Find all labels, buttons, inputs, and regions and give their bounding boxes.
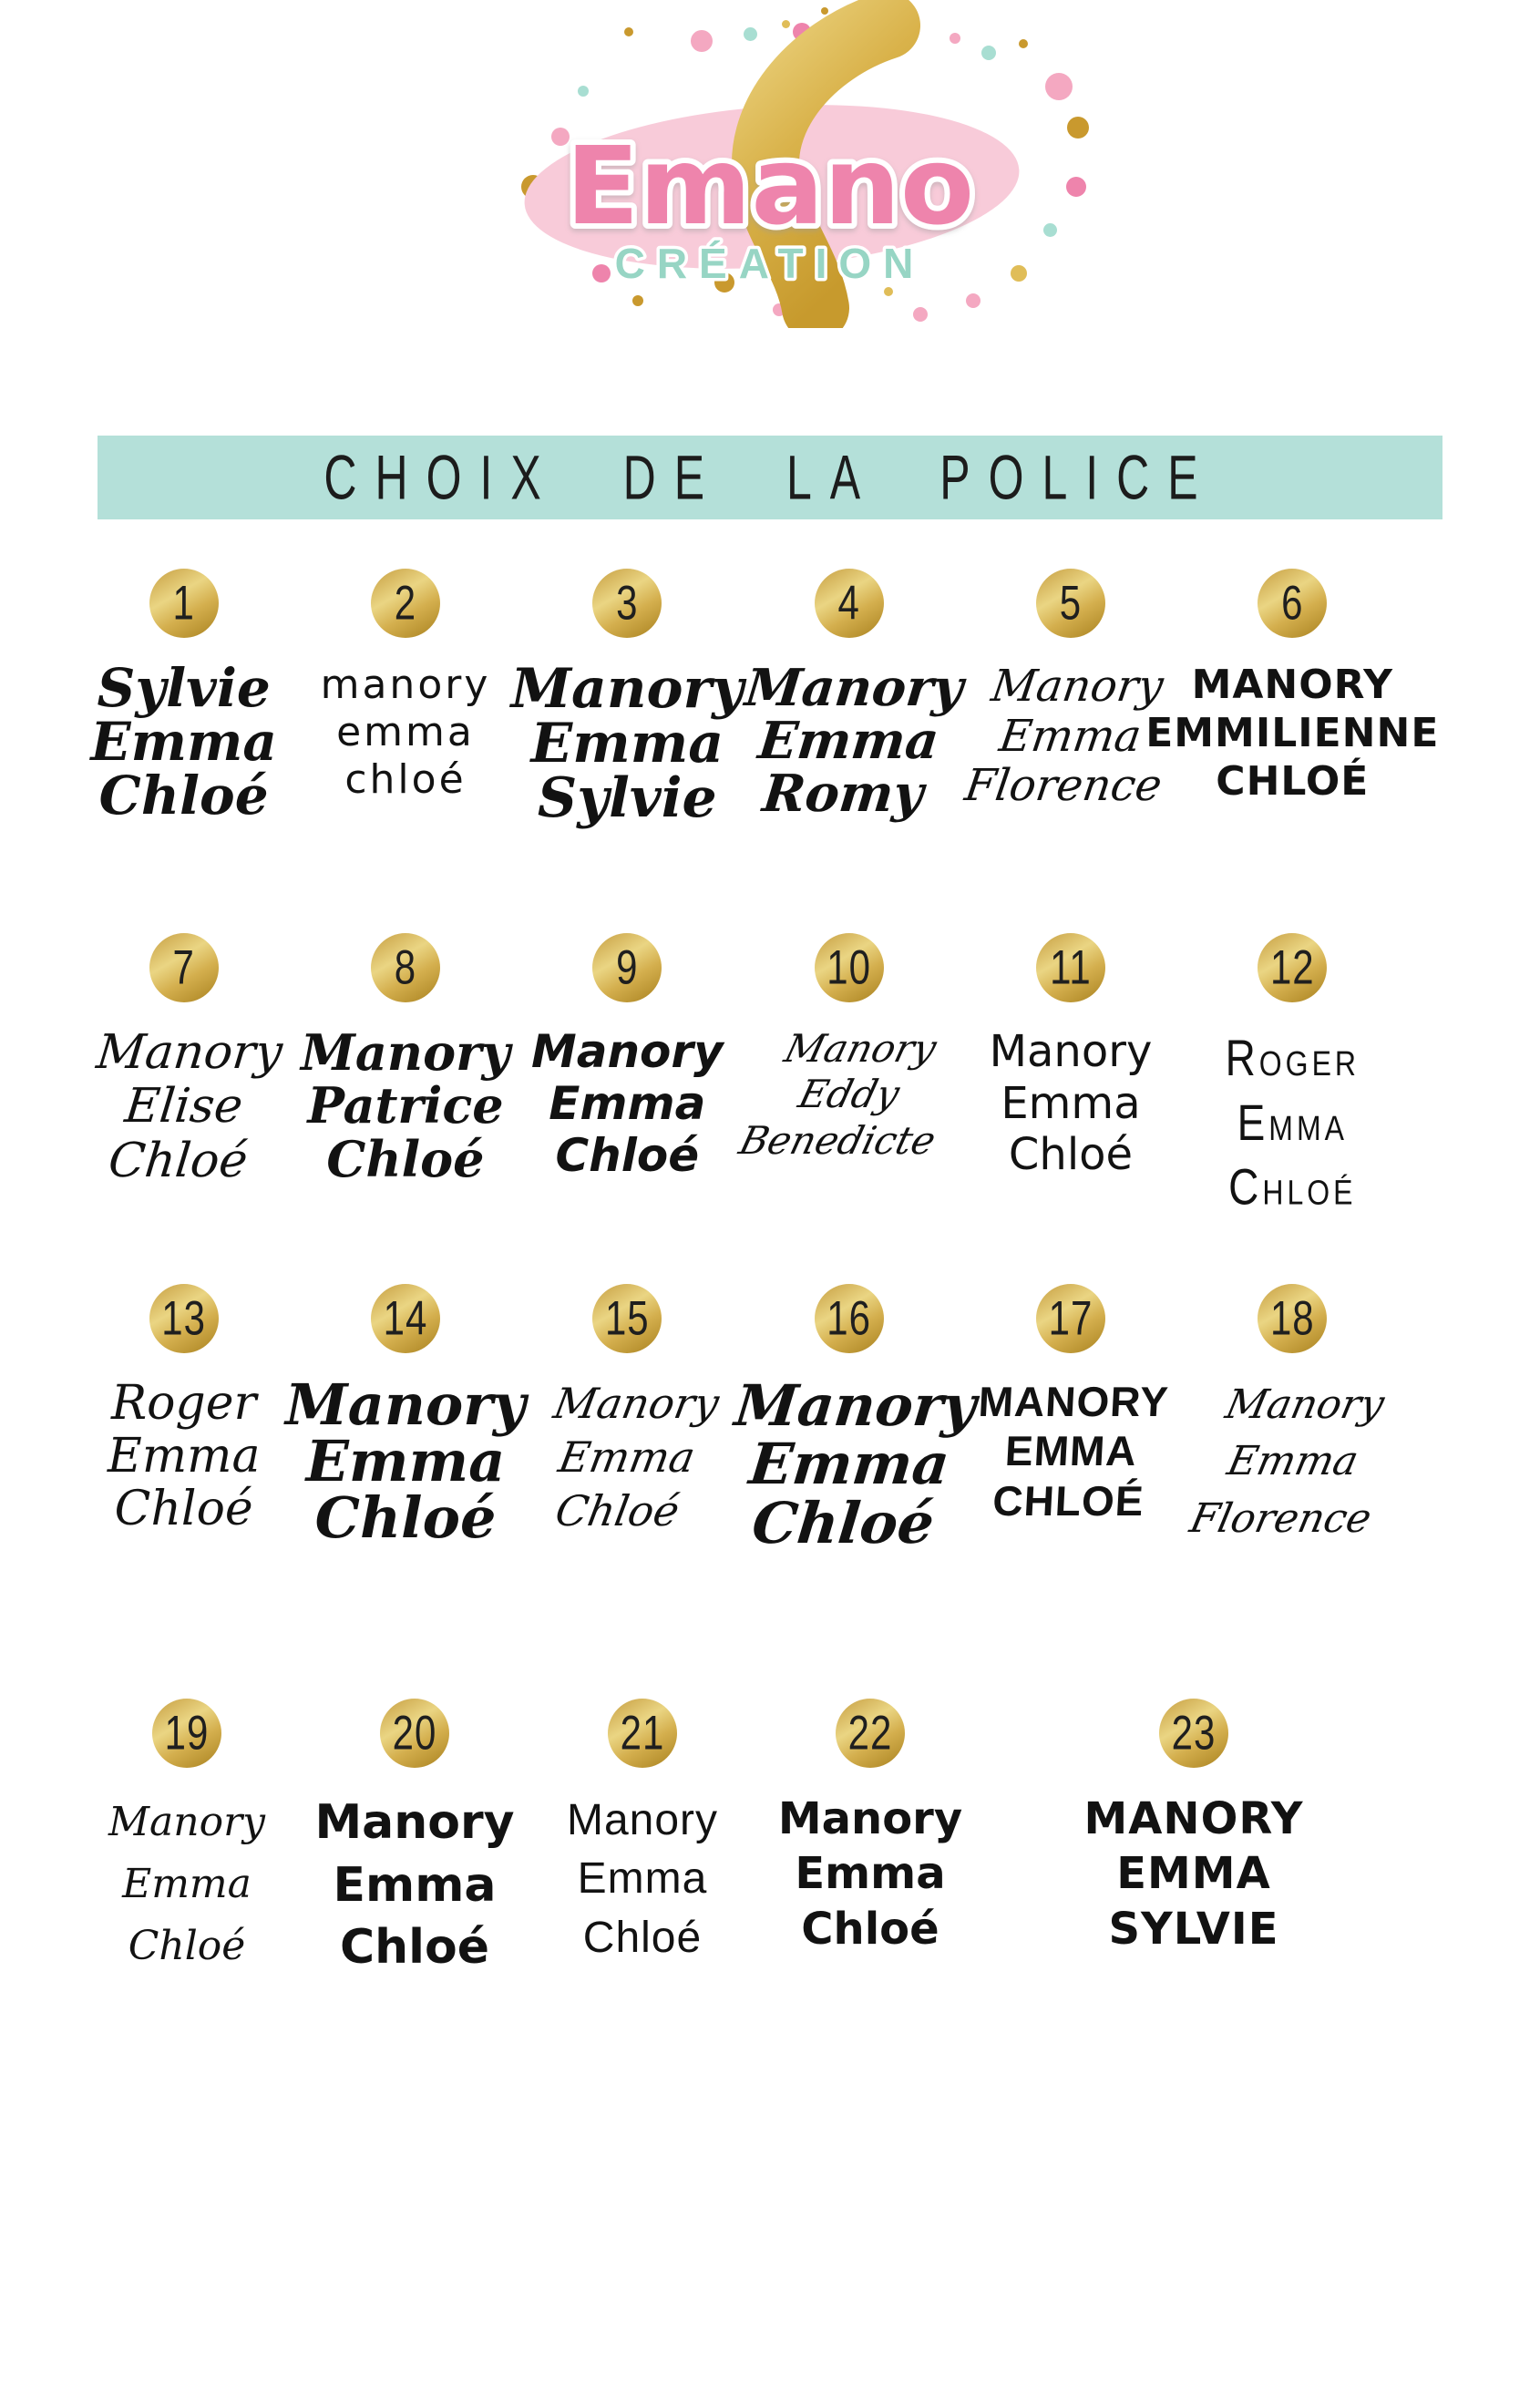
sample-number: 12 [1269,940,1315,994]
sample-name-line: Sylvie [97,657,271,719]
sample-name-line: Chloé [106,1133,251,1188]
sample-number-badge [836,1699,905,1768]
sample-row [73,1699,1403,2100]
brand-subtitle: CRÉATION [614,240,926,287]
sample-name-list [531,1026,724,1182]
sample-name-line: Manory [301,1023,510,1082]
sample-name-line: Manory [780,1026,941,1071]
sample-row [73,933,1403,1284]
sample-number: 8 [394,940,417,994]
sample-name-line: Manory [108,1799,265,1845]
brand-logo [451,0,1089,328]
sample-number-badge [592,569,662,638]
sample-name-line: EMMA [1003,1427,1138,1475]
sample-name-line: Emma [577,1854,708,1904]
font-sample [517,933,738,1182]
sample-number-badge [149,569,219,638]
sample-name-line: Roger [110,1376,257,1431]
sample-name-line: Chloé [582,1913,703,1962]
sample-row [73,569,1440,933]
sample-number-badge [1159,1699,1228,1768]
font-sample [960,1284,1181,1525]
section-banner [98,436,1442,519]
sample-name-line: CHLOÉ [991,1476,1145,1525]
logo-artwork [451,0,1089,328]
sample-name-line: Benedicte [734,1117,940,1163]
sample-name-line: chloé [344,755,467,803]
sample-number: 3 [616,576,639,630]
sample-name-list [734,1026,963,1164]
sample-name-line: Emma [745,1431,952,1498]
sample-number: 17 [1048,1291,1093,1345]
sample-number-badge [371,569,440,638]
sample-name-line: Chloé [1228,1157,1357,1216]
sample-name-line: Manory [989,1026,1153,1077]
font-sample [294,933,516,1186]
sample-number-badge [149,1284,219,1353]
font-sample [510,569,744,830]
sample-name-line: Chloé [340,1920,489,1976]
sample-name-line: Manory [550,1379,724,1428]
font-samples-grid [73,569,1440,2100]
sample-number-badge [1036,933,1105,1002]
sample-name-line: Elise [122,1079,246,1135]
section-title: CHOIX DE LA POLICE [323,442,1217,513]
font-sample [960,933,1181,1181]
sample-number: 6 [1281,576,1304,630]
sample-number: 13 [161,1291,207,1345]
sample-number-badge [149,933,219,1002]
sample-number: 10 [826,940,871,994]
sample-name-line: Manory [566,1796,719,1844]
sample-name-list [778,1792,962,1956]
sample-name-list [285,1371,526,1551]
sample-name-line: Emma [333,1857,497,1913]
sample-name-line: Chloé [801,1903,939,1955]
sample-name-list [720,1372,980,1556]
sample-name-line: Chloé [748,1489,938,1556]
sample-number-badge [1258,933,1327,1002]
sample-name-line: Emma [555,1432,700,1482]
font-sample [738,569,967,825]
font-sample [1145,569,1440,806]
sample-number: 7 [172,940,195,994]
sample-name-list [567,1792,718,1967]
sample-name-line: EMMILIENNE [1145,709,1440,756]
sample-name-line: Emma [107,1429,261,1484]
sample-name-line: Patrice [307,1076,504,1135]
font-sample [1182,933,1403,1216]
sample-name-line: Chloé [128,1923,246,1970]
sample-name-line: Emma [1001,1077,1141,1129]
font-sample [285,1284,526,1551]
sample-name-line: MANORY [1083,1793,1304,1844]
sample-name-list [1084,1792,1304,1956]
font-sample [73,933,294,1188]
sample-name-line: MANORY [1191,662,1393,708]
sample-number: 18 [1269,1291,1315,1345]
sample-name-line: Chloé [114,1482,253,1537]
sample-name-list [732,658,967,825]
sample-name-list [83,1026,285,1188]
font-sample [73,1699,301,1978]
sample-number: 11 [1050,940,1092,994]
sample-number: 15 [604,1291,650,1345]
sample-number: 16 [826,1291,871,1345]
sample-name-line: Chloé [555,1129,700,1182]
font-sample [960,569,1181,811]
sample-name-line: manory [320,662,491,708]
sample-name-line: Manory [1221,1381,1389,1428]
sample-name-line: Chloé [1008,1129,1134,1181]
sample-number-badge [608,1699,677,1768]
font-sample [734,933,960,1164]
sample-name-line: Manory [530,1025,724,1078]
sample-name-line: Chloé [552,1485,684,1535]
sample-name-list [971,1377,1169,1525]
sample-name-list [1226,1026,1360,1219]
sample-name-line: Manory [94,1025,285,1080]
sample-name-list [1185,1377,1401,1547]
sample-name-list [108,1792,265,1978]
font-sample [731,1284,980,1556]
sample-name-line: Sylvie [537,766,717,830]
sample-number-badge [592,1284,662,1353]
sample-number: 1 [172,576,195,630]
sample-name-line: Romy [760,764,927,825]
sample-name-line: EMMA [1116,1848,1271,1900]
sample-number: 20 [392,1706,437,1760]
sample-number-badge [815,569,884,638]
sample-number-badge [152,1699,221,1768]
sample-name-line: MANORY [977,1378,1170,1425]
font-sample [984,1699,1403,1956]
brand-wordmark: Emano [565,123,975,249]
sample-name-list [531,1377,724,1538]
sample-name-line: Emma [1223,1438,1362,1485]
sample-name-line: Chloé [98,765,269,827]
sample-number-badge [380,1699,449,1768]
sample-name-line: Manory [510,657,744,721]
sample-name-line: Manory [777,1793,963,1844]
sample-number: 9 [616,940,639,994]
font-sample [301,1699,529,1979]
sample-number: 2 [394,576,417,630]
sample-name-line: emma [336,708,475,755]
sample-name-line: Emma [122,1861,252,1908]
sample-name-line: Manory [285,1371,526,1438]
sample-number: 23 [1171,1706,1217,1760]
sample-name-line: Manory [731,1372,980,1439]
sample-number-badge [592,933,662,1002]
sample-name-line: Florence [1186,1494,1376,1542]
sample-name-line: CHLOÉ [1216,757,1370,805]
sample-name-line: Emma [996,710,1145,762]
sample-number: 19 [164,1706,210,1760]
sample-name-line: Florence [961,760,1165,812]
sample-name-line: Emma [549,1077,706,1130]
sample-number-badge [1036,569,1105,638]
font-sample [517,1284,738,1538]
sample-name-list [1145,662,1439,806]
sample-name-line: Manory [743,658,967,718]
font-sample [294,569,516,804]
sample-name-line: Manory [988,661,1167,712]
sample-name-line: SYLVIE [1108,1903,1279,1955]
sample-number-badge [1258,1284,1327,1353]
sample-number-badge [1258,569,1327,638]
sample-number-badge [1036,1284,1105,1353]
sample-name-list [314,1792,514,1979]
sample-name-line: Emma [305,1428,506,1494]
font-sample [73,1284,294,1536]
sample-name-line: Emma [90,711,277,774]
sample-name-line: Emma [530,712,724,775]
sample-number: 5 [1059,576,1083,630]
sample-number-badge [815,1284,884,1353]
font-sample [73,569,294,827]
sample-name-list [301,1023,510,1188]
font-sample [756,1699,984,1956]
sample-name-line: Emma [795,1848,946,1900]
sample-name-line: Eddy [794,1072,905,1117]
sample-name-line: Manory [314,1795,515,1850]
sample-name-list [108,1377,261,1536]
sample-number-badge [371,933,440,1002]
sample-name-line: Chloé [314,1484,497,1551]
sample-number-badge [815,933,884,1002]
sample-name-list [962,662,1179,811]
sample-name-list [90,657,277,827]
sample-number: 22 [847,1706,893,1760]
sample-number: 21 [620,1706,665,1760]
sample-number: 4 [837,576,860,630]
sample-name-list [510,657,744,830]
font-sample [1182,1284,1403,1547]
font-sample [529,1699,756,1967]
sample-number: 14 [383,1291,428,1345]
sample-name-line: Chloé [326,1129,485,1188]
sample-number-badge [371,1284,440,1353]
sample-name-list [990,1026,1153,1181]
sample-name-line: Emma [755,711,942,772]
sample-name-line: Roger [1225,1029,1360,1086]
sample-name-list [321,662,491,804]
sample-name-line: Emma [1237,1093,1348,1151]
sample-row [73,1284,1403,1699]
